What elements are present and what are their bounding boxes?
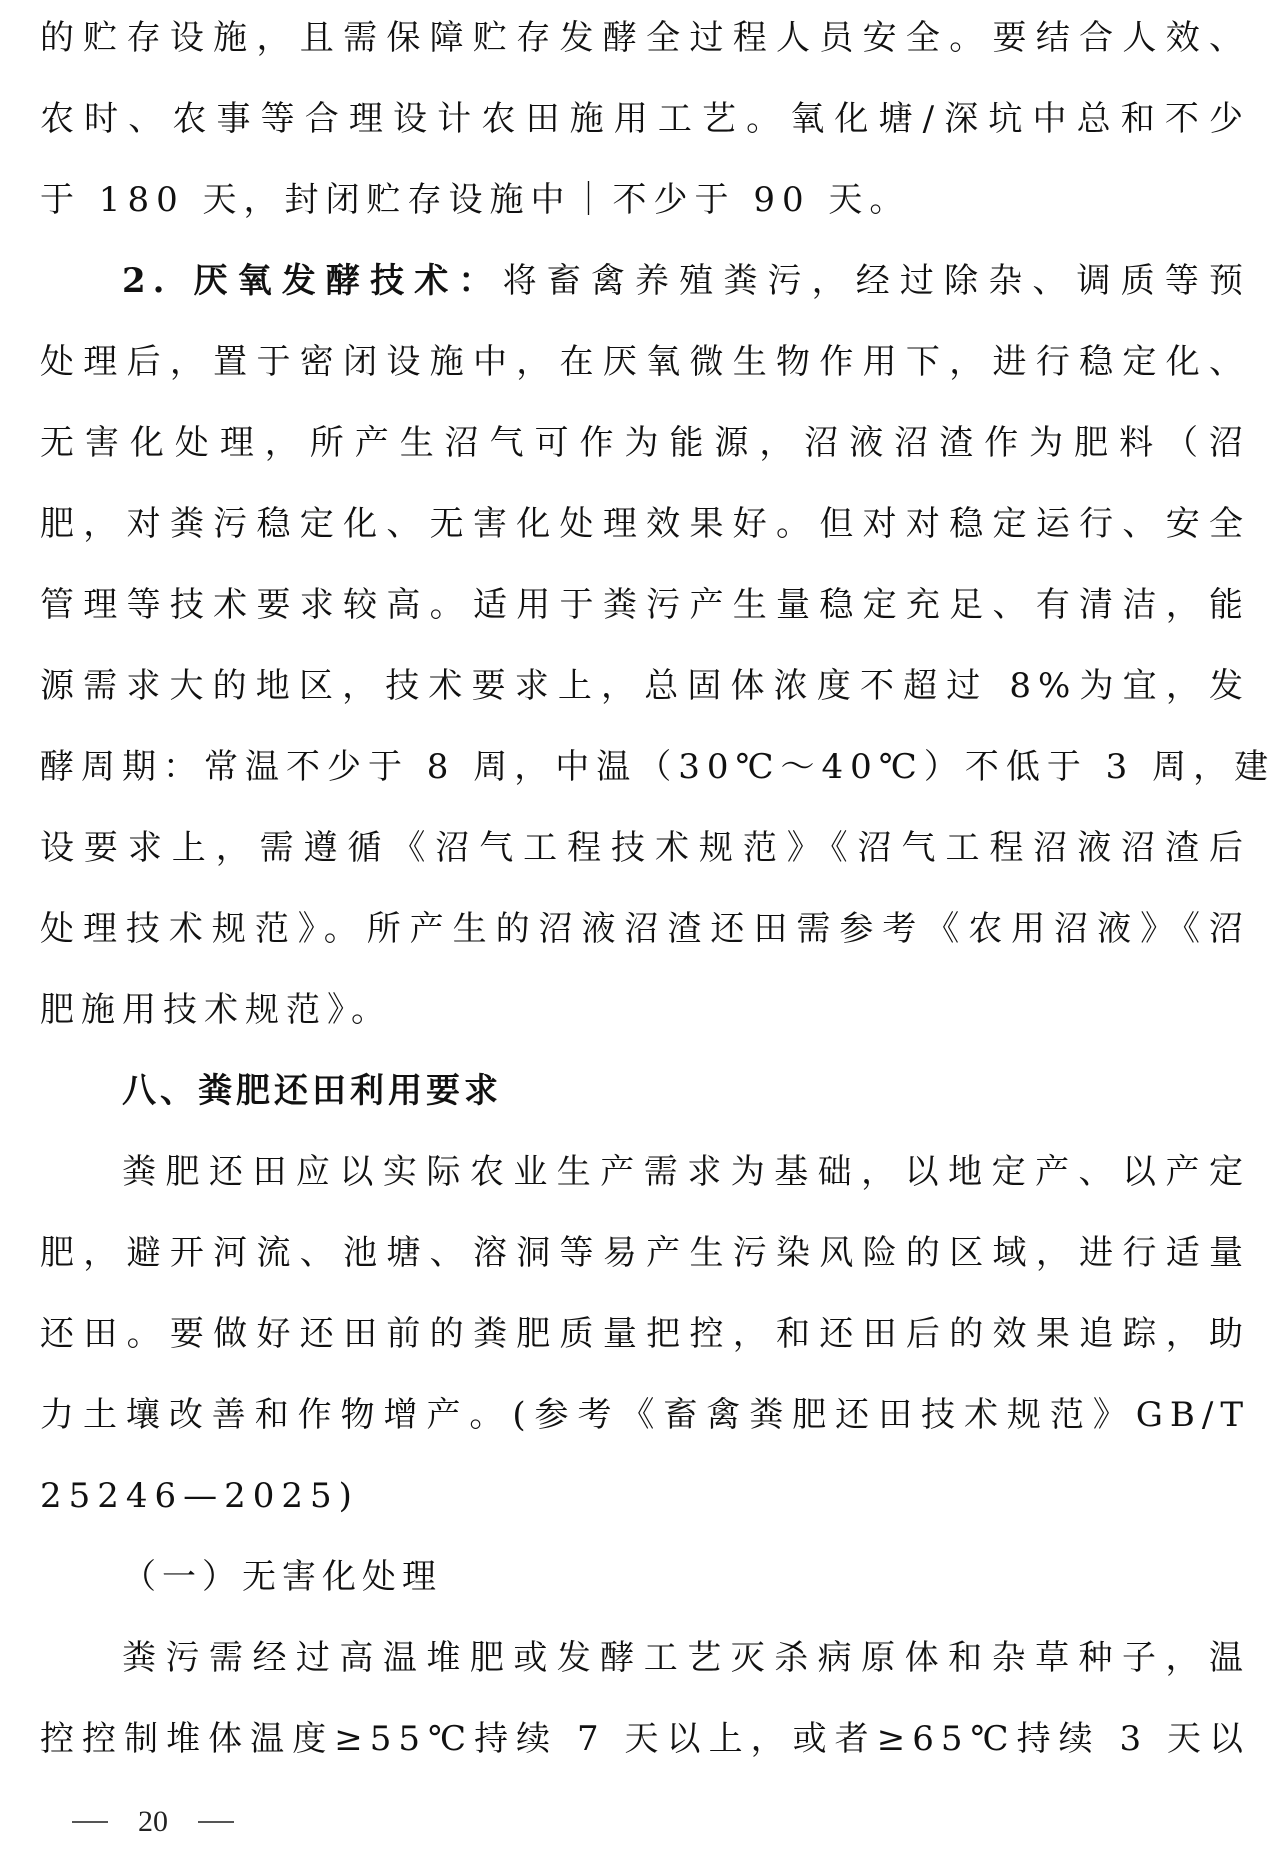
body-text-line: 控控制堆体温度≥55℃持续 7 天以上，或者≥65℃持续 3 天以	[40, 1719, 1250, 1759]
body-text-line: 肥施用技术规范》。	[40, 990, 392, 1030]
body-text-line: 于 180 天，封闭贮存设施中｜不少于 90 天。	[40, 180, 911, 220]
body-text-line: 肥，避开河流、池塘、溶洞等易产生污染风险的区域，进行适量	[40, 1233, 1250, 1273]
body-text-line: 还田。要做好还田前的粪肥质量把控，和还田后的效果追踪，助	[40, 1314, 1250, 1354]
section-heading-manure-return: 八、粪肥还田利用要求	[122, 1071, 502, 1111]
body-text-line: 粪污需经过高温堆肥或发酵工艺灭杀病原体和杂草种子，温	[122, 1638, 1250, 1678]
subheading-anaerobic-fermentation: 2. 厌氧发酵技术：	[122, 261, 503, 301]
page-number-footer	[72, 1800, 234, 1844]
body-text-line: 25246—2025)	[40, 1476, 359, 1516]
body-text-line: 肥，对粪污稳定化、无害化处理效果好。但对对稳定运行、安全	[40, 504, 1250, 544]
anaerobic-fermentation-paragraph-start	[122, 257, 1250, 305]
body-text-span: 将畜禽养殖粪污，经过除杂、调质等预	[502, 261, 1250, 301]
body-text-line: 处理后，置于密闭设施中，在厌氧微生物作用下，进行稳定化、	[40, 342, 1250, 382]
body-text-line: 处理技术规范》。所产生的沼液沼渣还田需参考《农用沼液》《沼	[40, 909, 1250, 949]
body-text-line: 无害化处理，所产生沼气可作为能源，沼液沼渣作为肥料（沼	[40, 423, 1250, 463]
body-text-line: 管理等技术要求较高。适用于粪污产生量稳定充足、有清洁，能	[40, 585, 1250, 625]
body-text-line: 源需求大的地区，技术要求上，总固体浓度不超过 8%为宜，发	[40, 666, 1250, 706]
body-text-line: 农时、农事等合理设计农田施用工艺。氧化塘/深坑中总和不少	[40, 99, 1250, 139]
body-text-line: 酵周期：常温不少于 8 周，中温（30℃～40℃）不低于 3 周，建	[40, 747, 1276, 787]
body-text-line: 设要求上，需遵循《沼气工程技术规范》《沼气工程沼液沼渣后	[40, 828, 1250, 868]
dash-right-decoration	[198, 1821, 234, 1823]
body-text-line: 的贮存设施，且需保障贮存发酵全过程人员安全。要结合人效、	[40, 18, 1250, 58]
body-text-line: 力土壤改善和作物增产。(参考《畜禽粪肥还田技术规范》GB/T	[40, 1395, 1250, 1435]
body-text-line: 粪肥还田应以实际农业生产需求为基础，以地定产、以产定	[122, 1152, 1250, 1192]
page-number: 20	[138, 1805, 168, 1838]
subsection-heading-harmless-treatment: （一）无害化处理	[122, 1557, 442, 1597]
dash-left-decoration	[72, 1821, 108, 1823]
